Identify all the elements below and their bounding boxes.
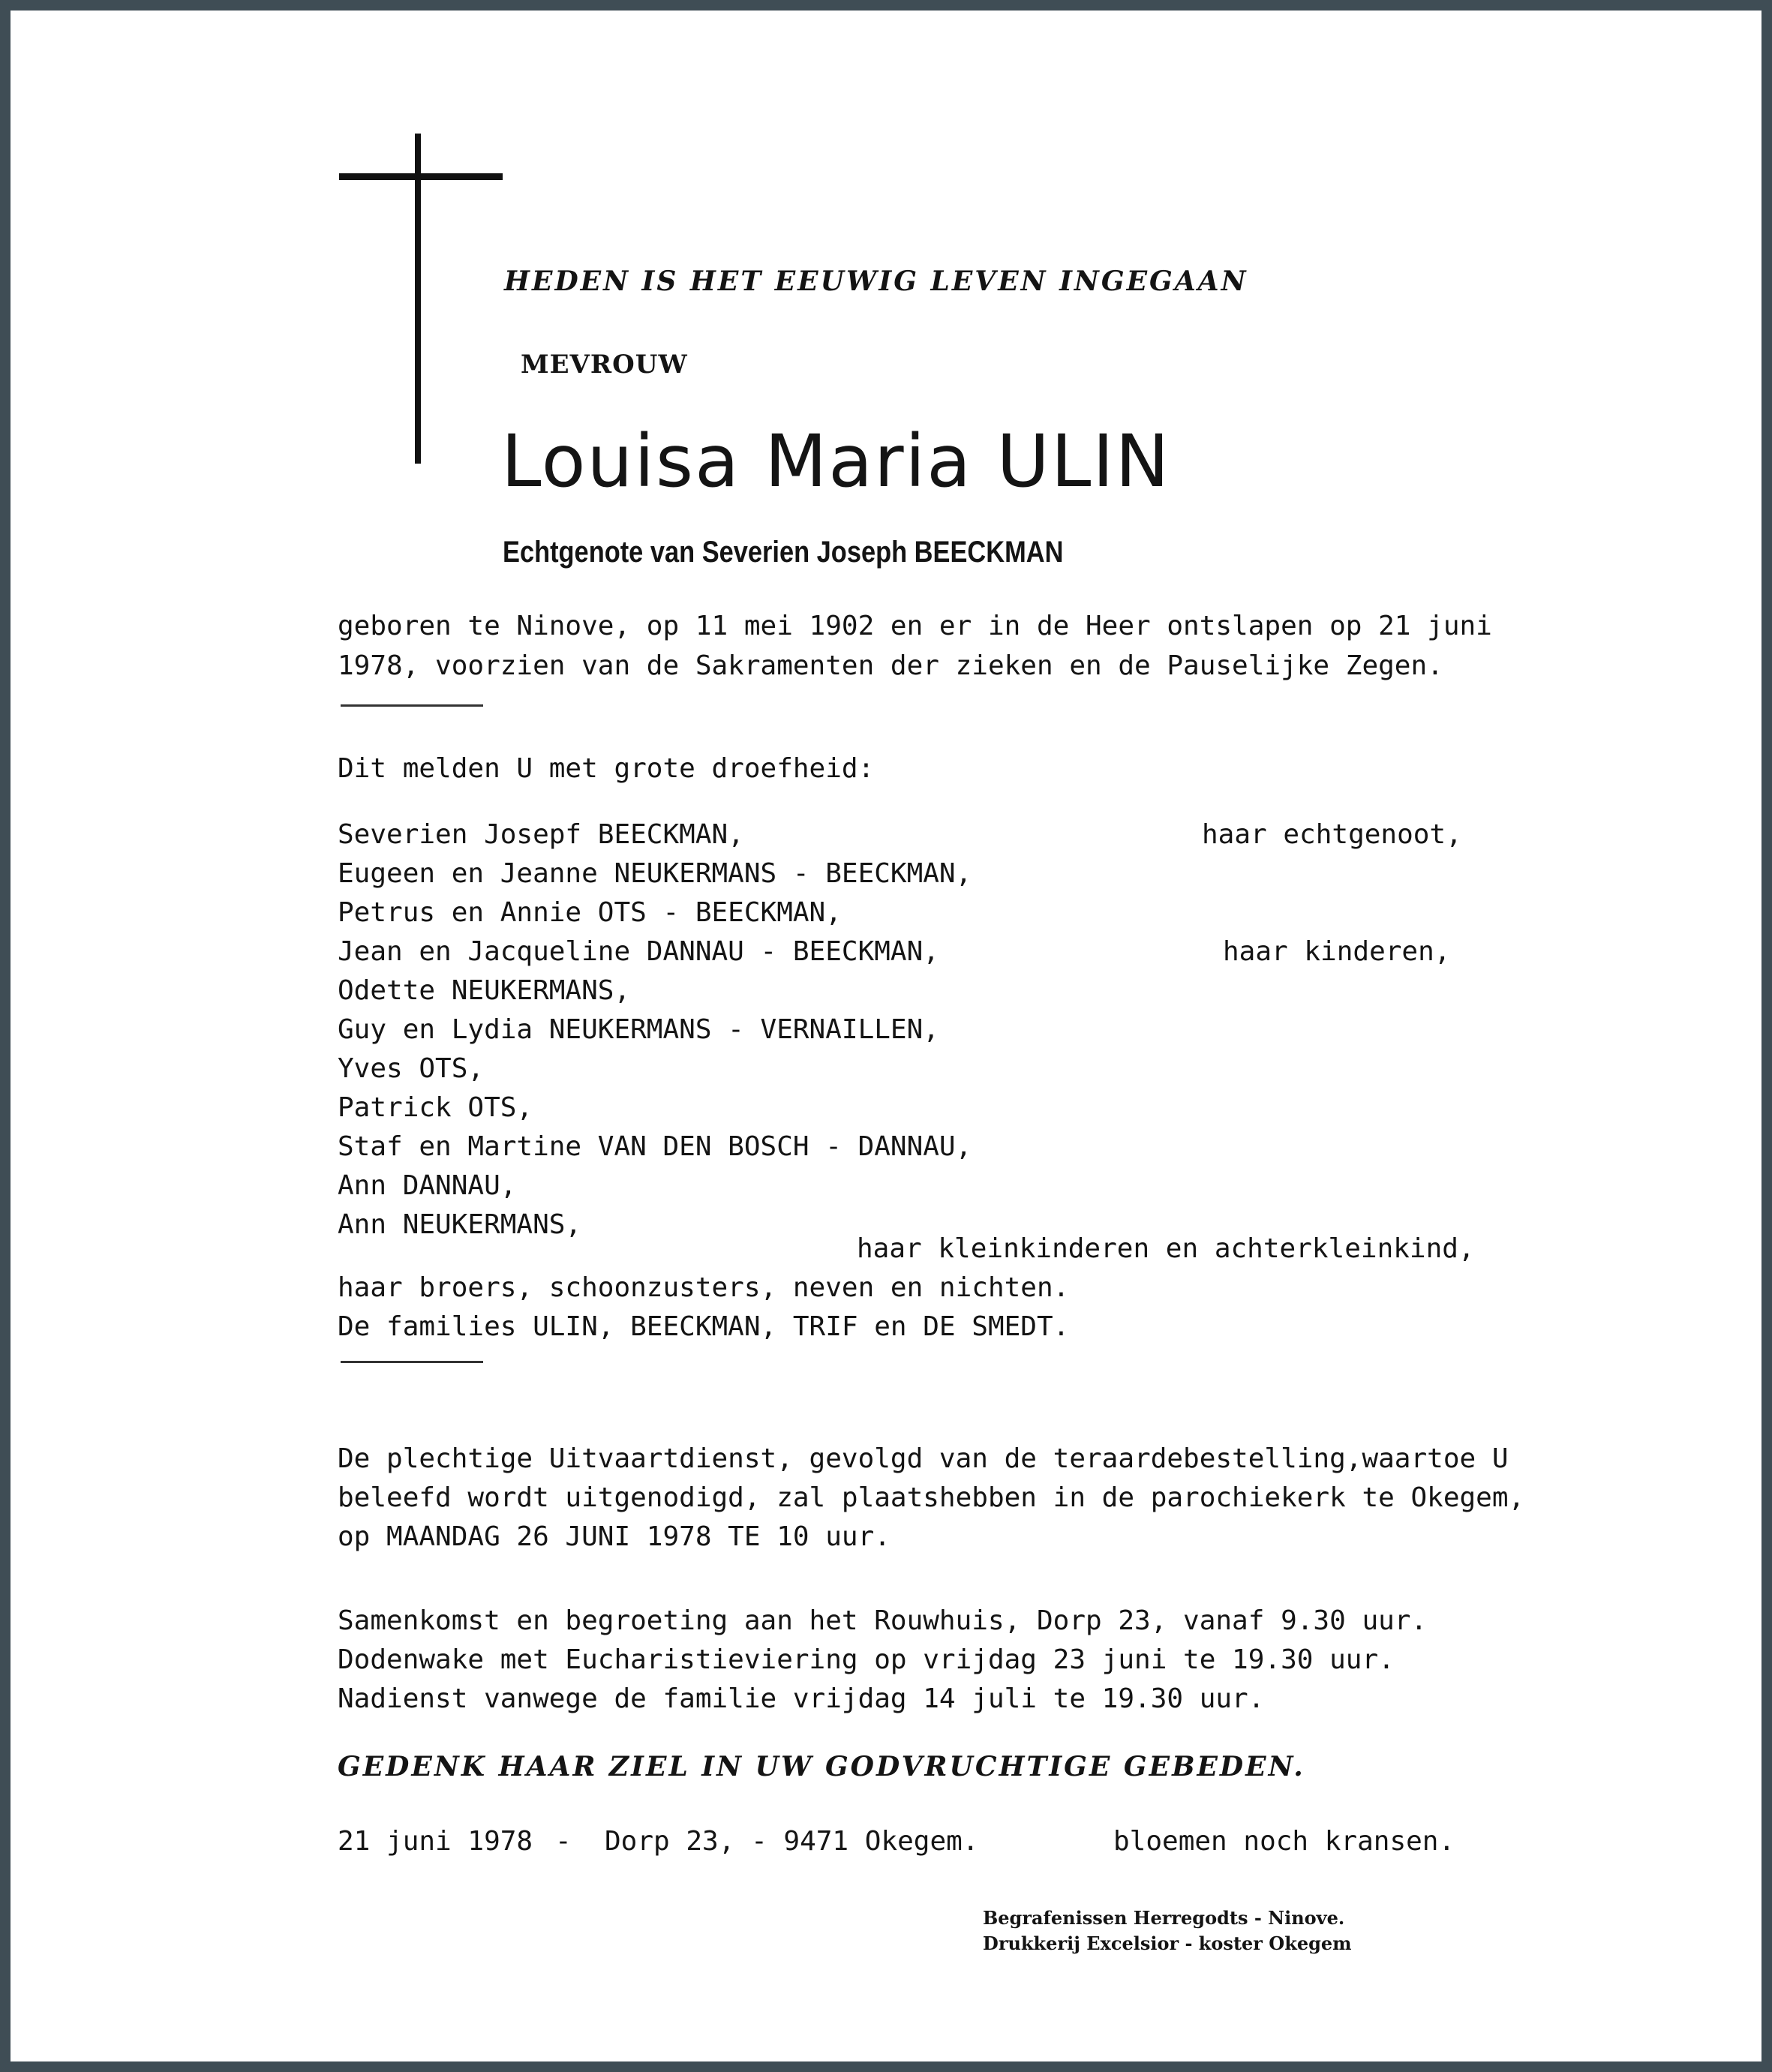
mourner-line: Patrick OTS, — [338, 1092, 533, 1123]
closing-date: 21 juni 1978 — [338, 1826, 533, 1857]
role-grandchildren: haar kleinkinderen en achterkleinkind, — [857, 1233, 1475, 1264]
obituary-card — [11, 11, 1761, 2061]
mourner-line: Eugeen en Jeanne NEUKERMANS - BEECKMAN, — [338, 858, 972, 889]
service-line: op MAANDAG 26 JUNI 1978 TE 10 uur. — [338, 1521, 891, 1552]
prayer-line: GEDENK HAAR ZIEL IN UW GODVRUCHTIGE GEBEDEN. — [338, 1751, 1305, 1782]
mourner-line: Jean en Jacqueline DANNAU - BEECKMAN, — [338, 936, 939, 967]
mourner-line: Ann DANNAU, — [338, 1170, 517, 1201]
closing-address: Dorp 23, - 9471 Okegem. — [605, 1826, 979, 1857]
birth-line: geboren te Ninove, op 11 mei 1902 en er in de Heer ontslapen op 21 juni — [338, 611, 1492, 641]
families-line: De families ULIN, BEECKMAN, TRIF en DE SMEDT. — [338, 1311, 1070, 1342]
gathering-line: Samenkomst en begroeting aan het Rouwhuis, Dorp 23, vanaf 9.30 uur. — [338, 1605, 1428, 1636]
closing-dash: - — [555, 1826, 572, 1857]
mourner-line: Ann NEUKERMANS, — [338, 1209, 582, 1240]
separator — [341, 1361, 483, 1363]
role-spouse: haar echtgenoot, — [1202, 819, 1462, 850]
service-line: De plechtige Uitvaartdienst, gevolgd van de teraardebestelling,waartoe U — [338, 1443, 1509, 1474]
honorific: MEVROUW — [521, 350, 688, 380]
service-line: beleefd wordt uitgenodigd, zal plaatshebben in de parochiekerk te Okegem, — [338, 1482, 1525, 1513]
mourner-line: Petrus en Annie OTS - BEECKMAN, — [338, 897, 842, 928]
mourners-intro: Dit melden U met grote droefheid: — [338, 753, 875, 784]
spouse-line: Echtgenote van Severien Joseph BEECKMAN — [503, 536, 1064, 569]
role-children: haar kinderen, — [1223, 936, 1451, 967]
cross-icon-bar — [339, 173, 503, 180]
mourner-line: Yves OTS, — [338, 1053, 485, 1084]
deceased-name: Louisa Maria ULIN — [501, 419, 1171, 503]
heading: HEDEN IS HET EEUWIG LEVEN INGEGAAN — [504, 266, 1248, 297]
mourner-line: Odette NEUKERMANS, — [338, 975, 631, 1006]
birth-line: 1978, voorzien van de Sakramenten der zieken en de Pauselijke Zegen. — [338, 650, 1443, 681]
relatives-line: haar broers, schoonzusters, neven en nichten. — [338, 1272, 1070, 1303]
printer-line: Drukkerij Excelsior - koster Okegem — [983, 1932, 1352, 1954]
mourner-line: Guy en Lydia NEUKERMANS - VERNAILLEN, — [338, 1014, 939, 1045]
wake-line: Dodenwake met Eucharistieviering op vrijdag 23 juni te 19.30 uur. — [338, 1644, 1395, 1675]
printer-line: Begrafenissen Herregodts - Ninove. — [983, 1907, 1345, 1929]
no-flowers: bloemen noch kransen. — [1113, 1826, 1455, 1857]
cross-icon — [415, 134, 421, 464]
separator — [341, 704, 483, 707]
after-service-line: Nadienst vanwege de familie vrijdag 14 juli te 19.30 uur. — [338, 1683, 1265, 1714]
mourner-line: Staf en Martine VAN DEN BOSCH - DANNAU, — [338, 1131, 972, 1162]
mourner-line: Severien Josepf BEECKMAN, — [338, 819, 744, 850]
